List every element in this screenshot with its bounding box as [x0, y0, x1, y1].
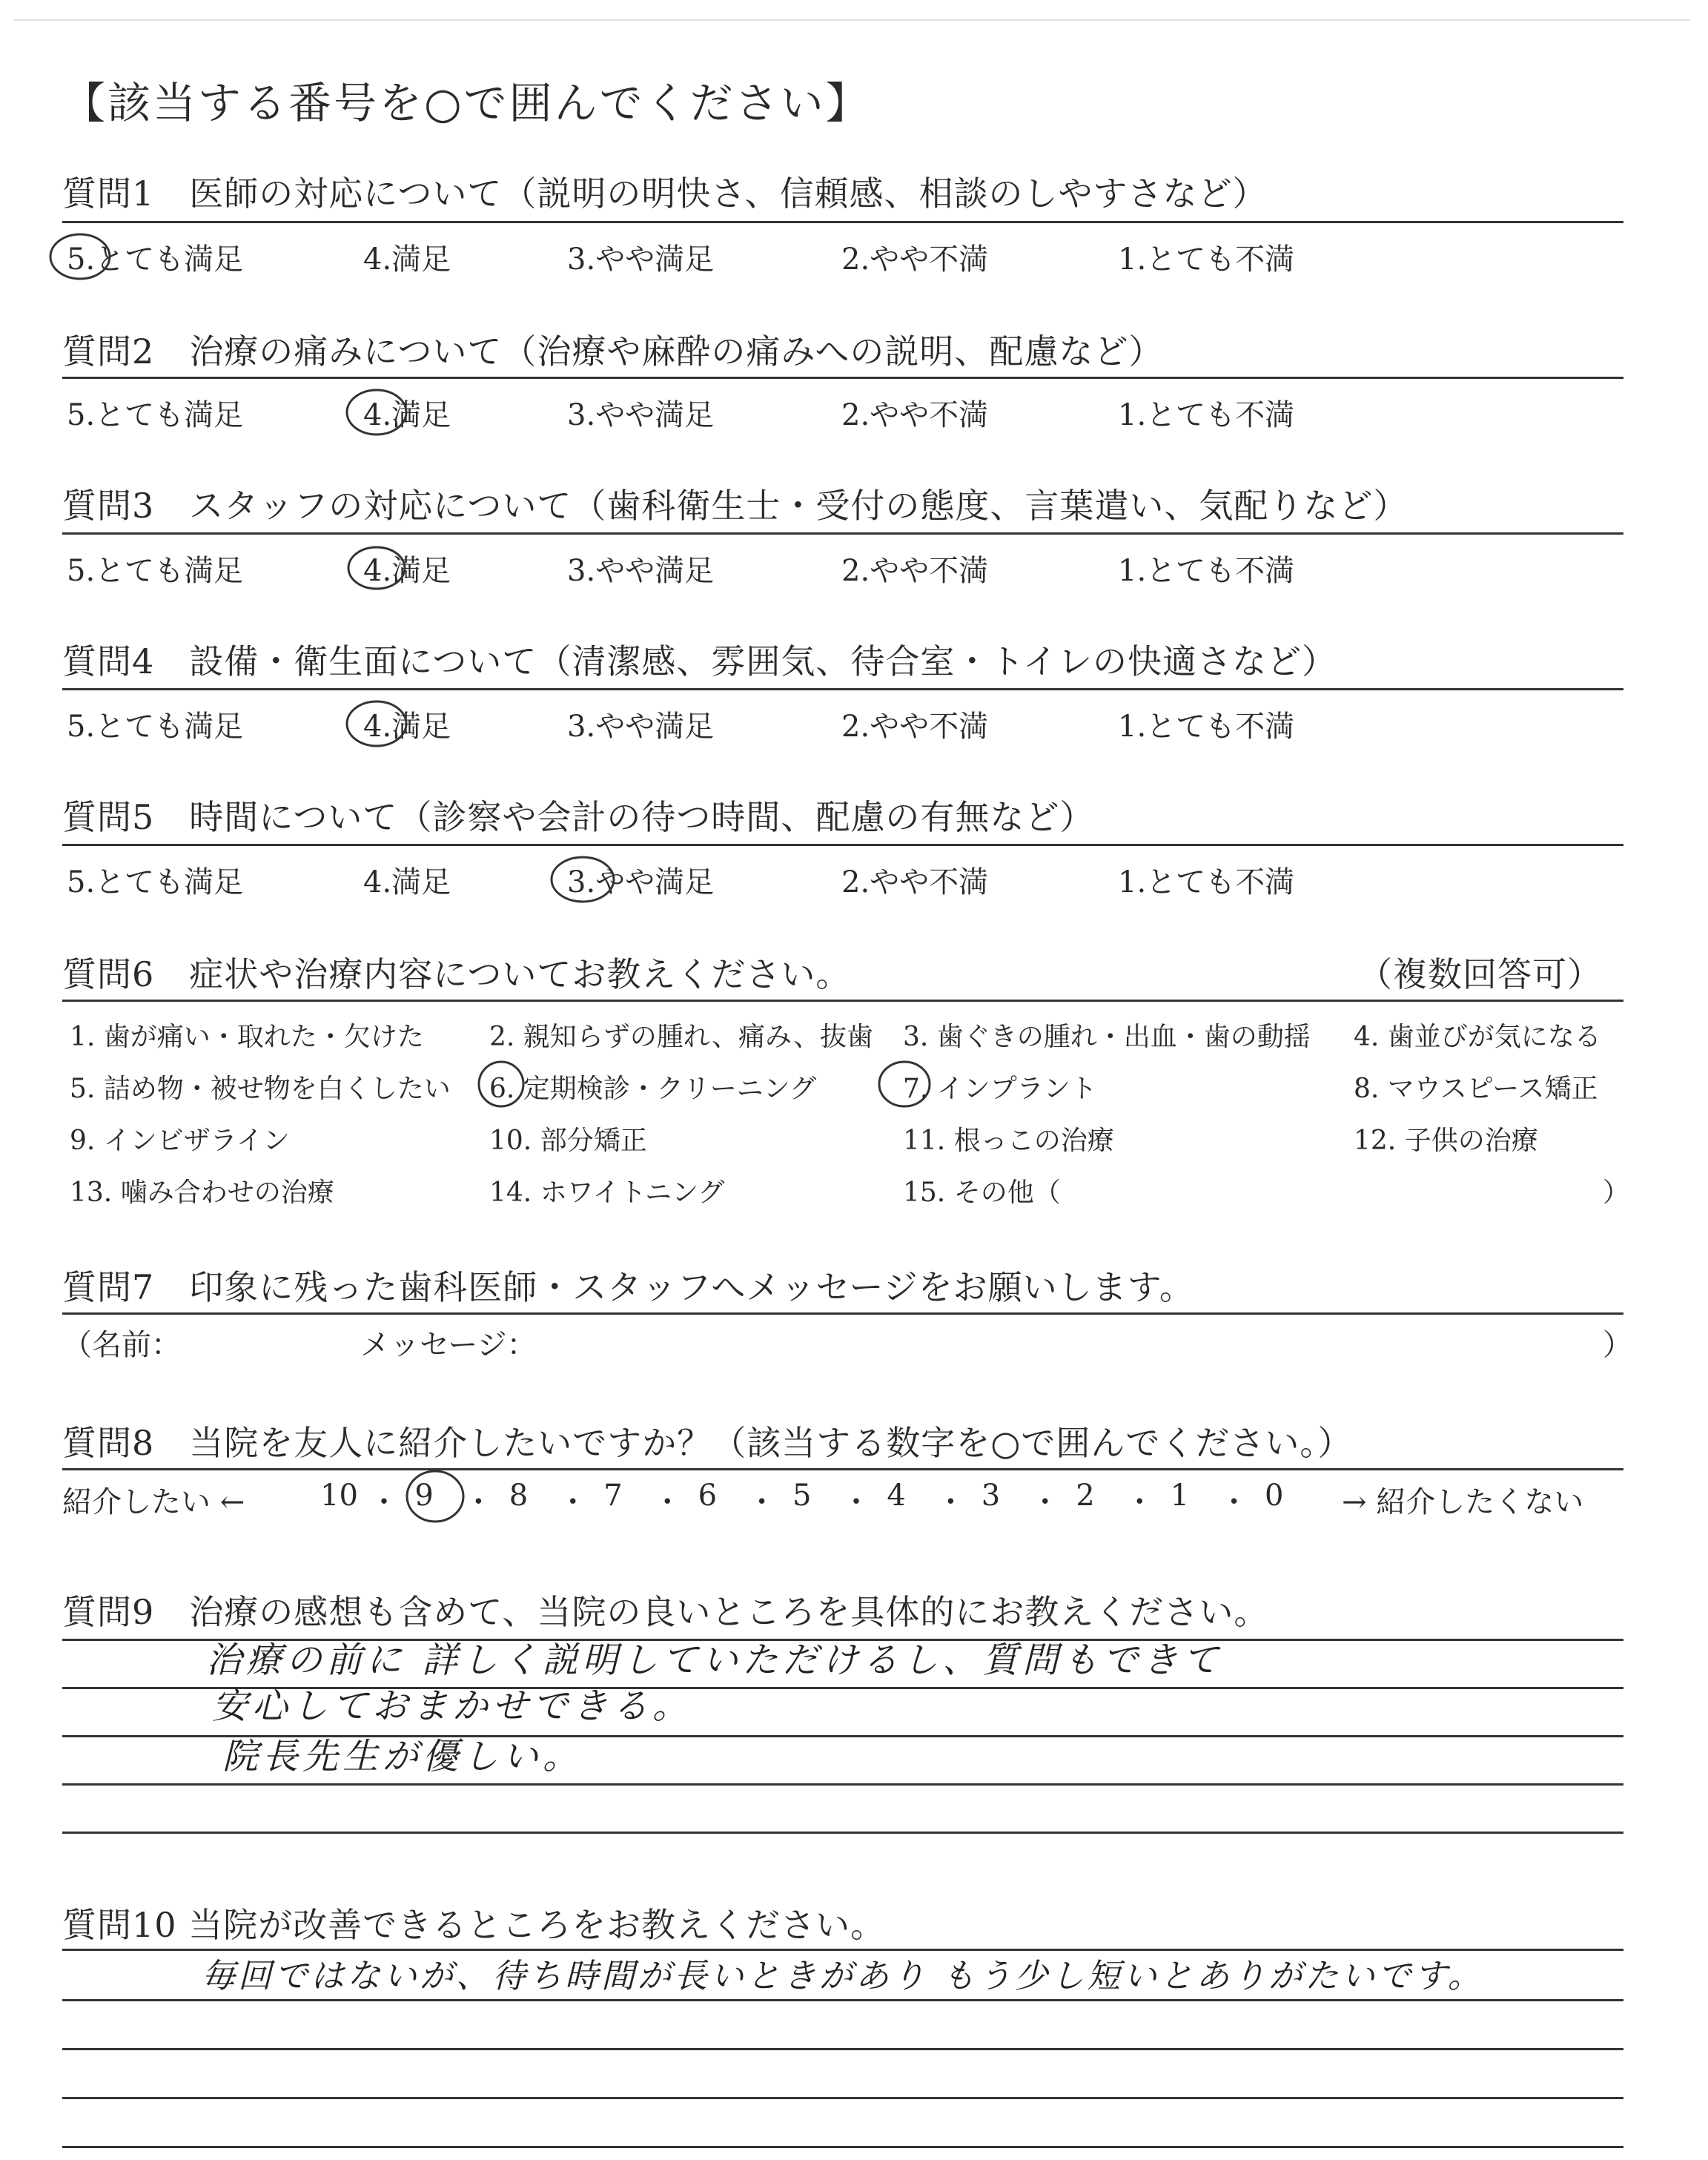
q8-scale-value-10[interactable]: 10	[320, 1479, 358, 1513]
q6-option-10[interactable]: 10. 部分矯正	[489, 1126, 647, 1156]
q3-option-1[interactable]: 1.とても不満	[1118, 554, 1295, 588]
q2-selection-circle	[347, 390, 406, 435]
q8-scale-separator: ・	[936, 1485, 966, 1519]
q3-option-3[interactable]: 3.やや満足	[567, 554, 715, 588]
q8-heading: 質問8 当院を友人に紹介したいですか？（該当する数字を○で囲んでください。）	[62, 1423, 1353, 1463]
q8-scale-value-0[interactable]: 0	[1265, 1479, 1284, 1513]
q1-option-3[interactable]: 3.やや満足	[567, 242, 715, 277]
q6-option-1[interactable]: 1. 歯が痛い・取れた・欠けた	[70, 1022, 424, 1052]
q5-option-2[interactable]: 2.やや不満	[841, 865, 989, 899]
q8-scale-separator: ・	[1030, 1485, 1060, 1519]
q6-option-2[interactable]: 2. 親知らずの腫れ、痛み、抜歯	[489, 1022, 874, 1052]
q6-other-close-paren: ）	[1603, 1178, 1630, 1208]
q8-scale-separator: ・	[369, 1485, 399, 1519]
q2-heading: 質問2 治療の痛みについて（治療や麻酔の痛みへの説明、配慮など）	[62, 331, 1164, 371]
q8-scale-separator: ・	[557, 1485, 588, 1519]
q5-option-5[interactable]: 5.とても満足	[67, 865, 244, 899]
q8-scale-separator: ・	[1219, 1485, 1249, 1519]
q9-answer-line-3: 院長先生が優しい。	[222, 1736, 583, 1777]
q8-scale-value-6[interactable]: 6	[698, 1479, 718, 1513]
q8-scale-value-7[interactable]: 7	[603, 1479, 623, 1513]
q8-scale-value-5[interactable]: 5	[792, 1479, 812, 1513]
q8-right-label: → 紹介したくない	[1342, 1485, 1584, 1519]
q5-option-4[interactable]: 4.満足	[363, 865, 451, 899]
q6-option-3[interactable]: 3. 歯ぐきの腫れ・出血・歯の動揺	[903, 1022, 1311, 1052]
q4-selection-circle	[347, 701, 406, 746]
q8-scale-value-8[interactable]: 8	[509, 1479, 529, 1513]
q7-message-label: メッセージ：	[360, 1328, 537, 1362]
q6-option-5[interactable]: 5. 詰め物・被せ物を白くしたい	[70, 1074, 451, 1104]
q6-selection-circle-6	[479, 1062, 523, 1106]
q8-scale-separator: ・	[747, 1485, 777, 1519]
q3-option-4[interactable]: 4.満足	[363, 554, 451, 588]
q4-heading: 質問4 設備・衛生面について（清潔感、雰囲気、待合室・トイレの快適さなど）	[62, 641, 1337, 681]
q4-option-2[interactable]: 2.やや不満	[841, 710, 989, 744]
q6-option-14[interactable]: 14. ホワイトニング	[489, 1178, 725, 1208]
q9-answer-line-2: 安心しておまかせできる。	[212, 1685, 693, 1727]
q8-scale-value-3[interactable]: 3	[981, 1479, 1001, 1513]
q3-heading: 質問3 スタッフの対応について（歯科衛生士・受付の態度、言葉遣い、気配りなど）	[62, 486, 1409, 526]
q7-name-label: （名前：	[62, 1328, 181, 1362]
q8-scale-value-2[interactable]: 2	[1076, 1479, 1095, 1513]
page-title: 【該当する番号を○で囲んでください】	[62, 78, 871, 128]
q8-scale-separator: ・	[463, 1485, 494, 1519]
q5-option-1[interactable]: 1.とても不満	[1118, 865, 1295, 899]
q8-scale-separator: ・	[652, 1485, 683, 1519]
q6-option-13[interactable]: 13. 噛み合わせの治療	[70, 1178, 334, 1208]
q2-option-1[interactable]: 1.とても不満	[1118, 398, 1295, 432]
q8-scale-value-9[interactable]: 9	[414, 1479, 434, 1513]
q1-option-5[interactable]: 5.とても満足	[67, 242, 244, 277]
q6-option-4[interactable]: 4. 歯並びが気になる	[1354, 1022, 1601, 1052]
q6-option-9[interactable]: 9. インビザライン	[70, 1126, 290, 1156]
q2-option-3[interactable]: 3.やや満足	[567, 398, 715, 432]
q6-multiple-answer-note: （複数回答可）	[1358, 954, 1602, 994]
q2-option-2[interactable]: 2.やや不満	[841, 398, 989, 432]
q5-heading: 質問5 時間について（診察や会計の待つ時間、配慮の有無など）	[62, 797, 1095, 837]
q2-option-4[interactable]: 4.満足	[363, 398, 451, 432]
q8-scale-separator: ・	[841, 1485, 871, 1519]
q1-selection-circle	[50, 234, 110, 279]
q4-option-3[interactable]: 3.やや満足	[567, 710, 715, 744]
q5-option-3[interactable]: 3.やや満足	[567, 865, 715, 899]
q7-close-paren: ）	[1603, 1328, 1632, 1362]
q10-heading: 質問10 当院が改善できるところをお教えください。	[62, 1905, 886, 1945]
q8-left-label: 紹介したい ←	[62, 1485, 245, 1519]
q6-option-8[interactable]: 8. マウスピース矯正	[1354, 1074, 1598, 1104]
q9-heading: 質問9 治療の感想も含めて、当院の良いところを具体的にお教えください。	[62, 1592, 1269, 1632]
q6-option-11[interactable]: 11. 根っこの治療	[903, 1126, 1114, 1156]
q4-option-4[interactable]: 4.満足	[363, 710, 451, 744]
q3-option-2[interactable]: 2.やや不満	[841, 554, 989, 588]
q6-option-6[interactable]: 6. 定期検診・クリーニング	[489, 1074, 817, 1104]
q3-option-5[interactable]: 5.とても満足	[67, 554, 244, 588]
q6-option-12[interactable]: 12. 子供の治療	[1354, 1126, 1538, 1156]
q2-option-5[interactable]: 5.とても満足	[67, 398, 244, 432]
q8-scale-value-4[interactable]: 4	[887, 1479, 906, 1513]
q8-scale-separator: ・	[1125, 1485, 1155, 1519]
q1-option-4[interactable]: 4.満足	[363, 242, 451, 277]
q10-answer-line-1: 毎回ではないが、待ち時間が長いときがあり もう少し短いとありがたいです。	[202, 1956, 1484, 1995]
q9-answer-line-1: 治療の前に 詳しく説明していただけるし、質問もできて	[206, 1639, 1223, 1681]
q6-heading: 質問6 症状や治療内容についてお教えください。	[62, 954, 851, 994]
q6-option-15[interactable]: 15. その他（	[903, 1178, 1061, 1208]
q7-heading: 質問7 印象に残った歯科医師・スタッフへメッセージをお願いします。	[62, 1267, 1194, 1307]
q8-scale-value-1[interactable]: 1	[1170, 1479, 1190, 1513]
q5-selection-circle	[552, 857, 614, 902]
q6-selection-circle-7	[879, 1062, 930, 1106]
q1-option-2[interactable]: 2.やや不満	[841, 242, 989, 277]
q6-option-7[interactable]: 7. インプラント	[903, 1074, 1097, 1104]
q4-option-5[interactable]: 5.とても満足	[67, 710, 244, 744]
q1-option-1[interactable]: 1.とても不満	[1118, 242, 1295, 277]
q1-heading: 質問1 医師の対応について（説明の明快さ、信頼感、相談のしやすさなど）	[62, 174, 1268, 214]
q4-option-1[interactable]: 1.とても不満	[1118, 710, 1295, 744]
q3-selection-circle	[348, 547, 405, 589]
q8-selection-circle	[407, 1471, 463, 1522]
